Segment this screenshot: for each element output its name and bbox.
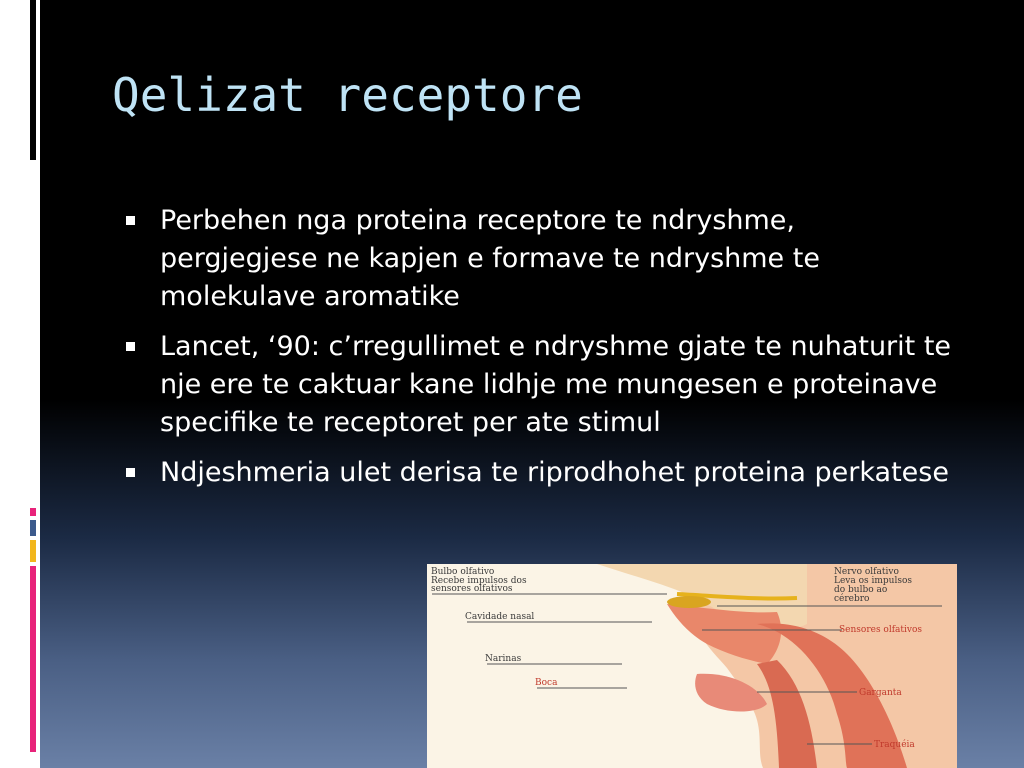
- bullet-item: [126, 202, 956, 316]
- bullet-text: Ndjeshmeria ulet derisa te riprodhohet proteina perkatese: [160, 457, 949, 488]
- deco-bar-pink-top: [30, 508, 36, 516]
- deco-bar-blue: [30, 520, 36, 536]
- bullet-square-icon: [126, 342, 135, 351]
- label-cavidade: Cavidade nasal: [465, 612, 535, 622]
- olfactory-anatomy-image: [427, 564, 957, 768]
- bullet-text: Lancet, ‘90: c’rregullimet e ndryshme gjate te nuhaturit te nje ere te caktuar kane lidhje me mungesen e proteinave specifike te receptoret per ate stimul: [160, 331, 952, 438]
- label-sensores: Sensores olfativos: [839, 625, 923, 635]
- bullet-text: Perbehen nga proteina receptore te ndryshme, pergjegjese ne kapjen e formave te ndryshme te molekulave aromatike: [160, 205, 820, 312]
- label-narinas: Narinas: [485, 654, 522, 664]
- label-nervo-sub2: do bulbo ao: [834, 585, 888, 595]
- label-nervo-sub1: Leva os impulsos: [834, 576, 913, 586]
- label-bulbo-sub1: Recebe impulsos dos: [431, 576, 527, 586]
- decorative-side-bars: [20, 0, 40, 768]
- label-boca: Boca: [535, 678, 558, 688]
- anatomy-illustration: [427, 564, 957, 768]
- bullet-item: [126, 454, 956, 492]
- bullet-square-icon: [126, 216, 135, 225]
- bullet-square-icon: [126, 468, 135, 477]
- label-garganta: Garganta: [859, 688, 902, 698]
- label-traqueia: Traquéia: [874, 740, 915, 750]
- bullet-list: [126, 202, 956, 504]
- label-bulbo: Bulbo olfativo: [431, 567, 495, 577]
- label-bulbo-sub2: sensores olfativos: [431, 584, 513, 594]
- bullet-item: [126, 328, 956, 442]
- deco-bar-pink-long: [30, 566, 36, 752]
- label-nervo: Nervo olfativo: [834, 567, 899, 577]
- slide-title: Qelizat receptore: [112, 68, 583, 122]
- deco-bar-yellow: [30, 540, 36, 562]
- deco-bar-gray-top: [30, 0, 36, 160]
- label-nervo-sub3: cérebro: [834, 594, 870, 604]
